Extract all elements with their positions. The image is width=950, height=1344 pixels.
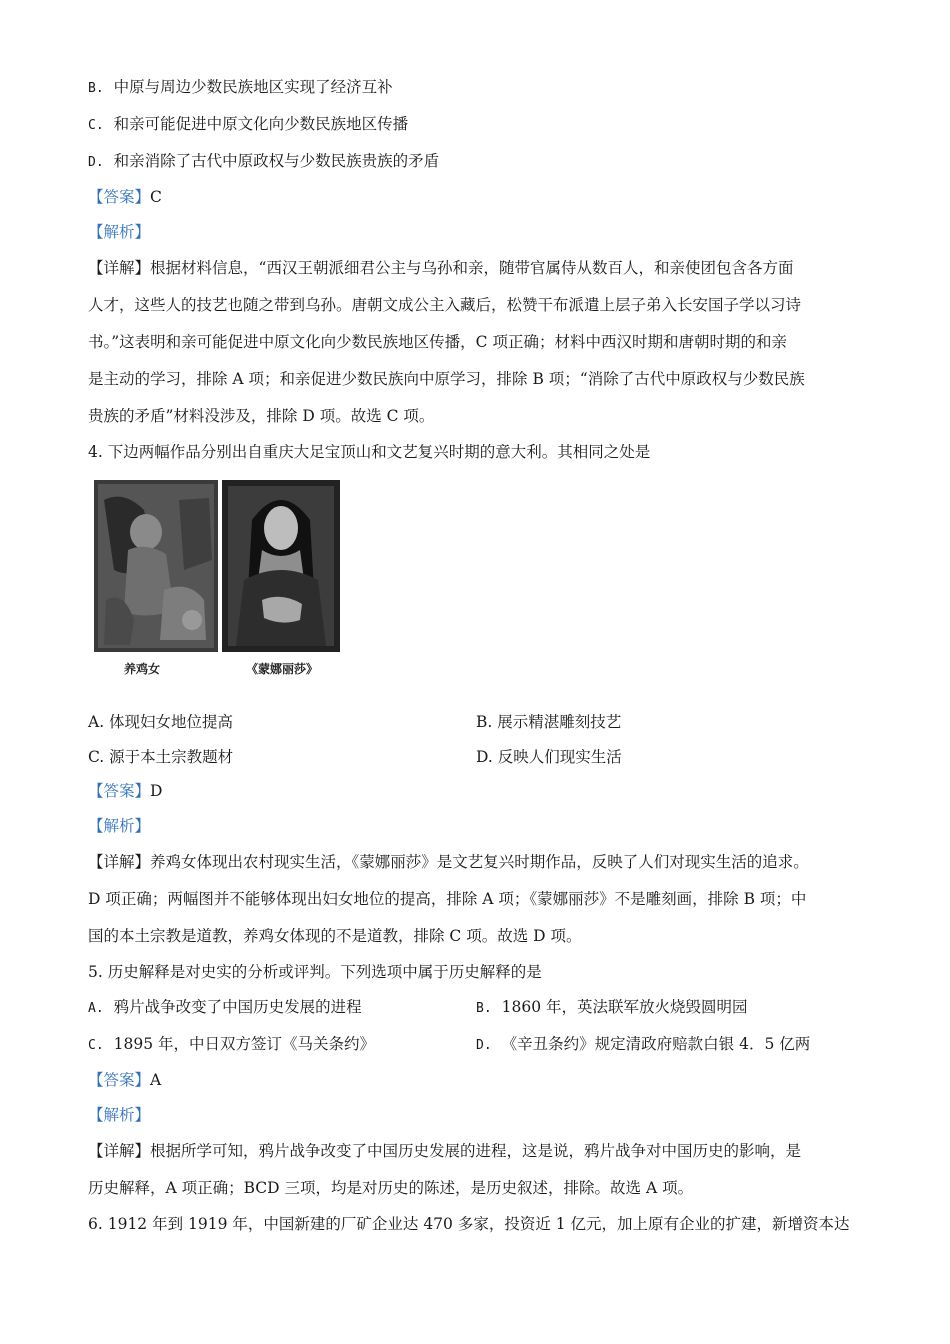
q3-detail-line-5: 贵族的矛盾”材料没涉及，排除 D 项。故选 C 项。 (88, 406, 435, 425)
q4-option-a: A. 体现妇女地位提高 (88, 712, 234, 731)
q5-options-row-1 (88, 990, 868, 1027)
q5-detail-line-2: 历史解释，A 项正确；BCD 三项，均是对历史的陈述，是历史叙述，排除。故选 A 项。 (88, 1178, 694, 1197)
q3-detail-line-2: 人才，这些人的技艺也随之带到乌孙。唐朝文成公主入藏后，松赞干布派遣上层子弟入长安国子学以习诗 (88, 295, 802, 314)
q3-option-b: B. 中原与周边少数民族地区实现了经济互补 (88, 78, 393, 96)
document-page (88, 70, 868, 1242)
q4-option-b: B. 展示精湛雕刻技艺 (476, 712, 622, 731)
caption-chicken-woman: 养鸡女 (124, 661, 161, 676)
q4-stem: 4. 下边两幅作品分别出自重庆大足宝顶山和文艺复兴时期的意大利。其相同之处是 (88, 442, 651, 461)
q4-detail-line-3: 国的本土宗教是道教，养鸡女体现的不是道教，排除 C 项。故选 D 项。 (88, 926, 582, 945)
q5-analysis-tag: 【解析】 (88, 1106, 151, 1125)
q3-option-d: D. 和亲消除了古代中原政权与少数民族贵族的矛盾 (88, 151, 440, 170)
q5-options-row-2 (88, 1027, 868, 1064)
q5-option-d: D. 《辛丑条约》规定清政府赔款白银 4．5 亿两 (476, 1034, 811, 1053)
q4-options-row-2 (88, 740, 868, 775)
q4-options-row-1 (88, 705, 868, 740)
q5-answer: 【答案】A (88, 1071, 162, 1090)
q4-answer: 【答案】D (88, 782, 163, 801)
q4-detail-line-2: D 项正确；两幅图并不能够体现出妇女地位的提高，排除 A 项；《蒙娜丽莎》不是雕刻画，排除 B 项；中 (88, 889, 807, 908)
q3-detail-line-4: 是主动的学习，排除 A 项；和亲促进少数民族向中原学习，排除 B 项；“消除了古代中原政权与少数民族 (88, 369, 805, 388)
q4-analysis-tag: 【解析】 (88, 817, 151, 836)
q3-analysis-tag: 【解析】 (88, 223, 151, 242)
q5-option-a: A. 鸦片战争改变了中国历史发展的进程 (88, 997, 362, 1016)
q6-stem: 6. 1912 年到 1919 年，中国新建的厂矿企业达 470 多家，投资近 1 亿元，加上原有企业的扩建，新增资本达 (88, 1214, 850, 1233)
chicken-woman-sculpture-image (94, 480, 218, 652)
q5-option-c: C. 1895 年，中日双方签订《马关条约》 (88, 1034, 376, 1053)
q3-detail-line-1: 【详解】根据材料信息，“西汉王朝派细君公主与乌孙和亲，随带官属侍从数百人，和亲使团包含各方面 (88, 258, 794, 277)
q4-detail-line-1: 【详解】养鸡女体现出农村现实生活，《蒙娜丽莎》是文艺复兴时期作品，反映了人们对现实生活的追求。 (88, 852, 809, 871)
mona-lisa-image (222, 480, 340, 652)
q4-figure (88, 476, 868, 701)
q3-detail-line-3: 书。”这表明和亲可能促进中原文化向少数民族地区传播，C 项正确；材料中西汉时期和唐朝时期的和亲 (88, 332, 787, 351)
q5-stem: 5. 历史解释是对史实的分析或评判。下列选项中属于历史解释的是 (88, 962, 542, 981)
q5-detail-line-1: 【详解】根据所学可知，鸦片战争改变了中国历史发展的进程，这是说，鸦片战争对中国历史的影响，是 (88, 1141, 802, 1160)
caption-mona-lisa: 《蒙娜丽莎》 (246, 661, 319, 676)
q3-answer: 【答案】C (88, 188, 162, 207)
q5-option-b: B. 1860 年，英法联军放火烧毁圆明园 (476, 997, 748, 1016)
q4-option-c: C. 源于本土宗教题材 (88, 747, 234, 766)
q3-option-c: C. 和亲可能促进中原文化向少数民族地区传播 (88, 114, 409, 133)
q4-option-d: D. 反映人们现实生活 (476, 747, 622, 766)
